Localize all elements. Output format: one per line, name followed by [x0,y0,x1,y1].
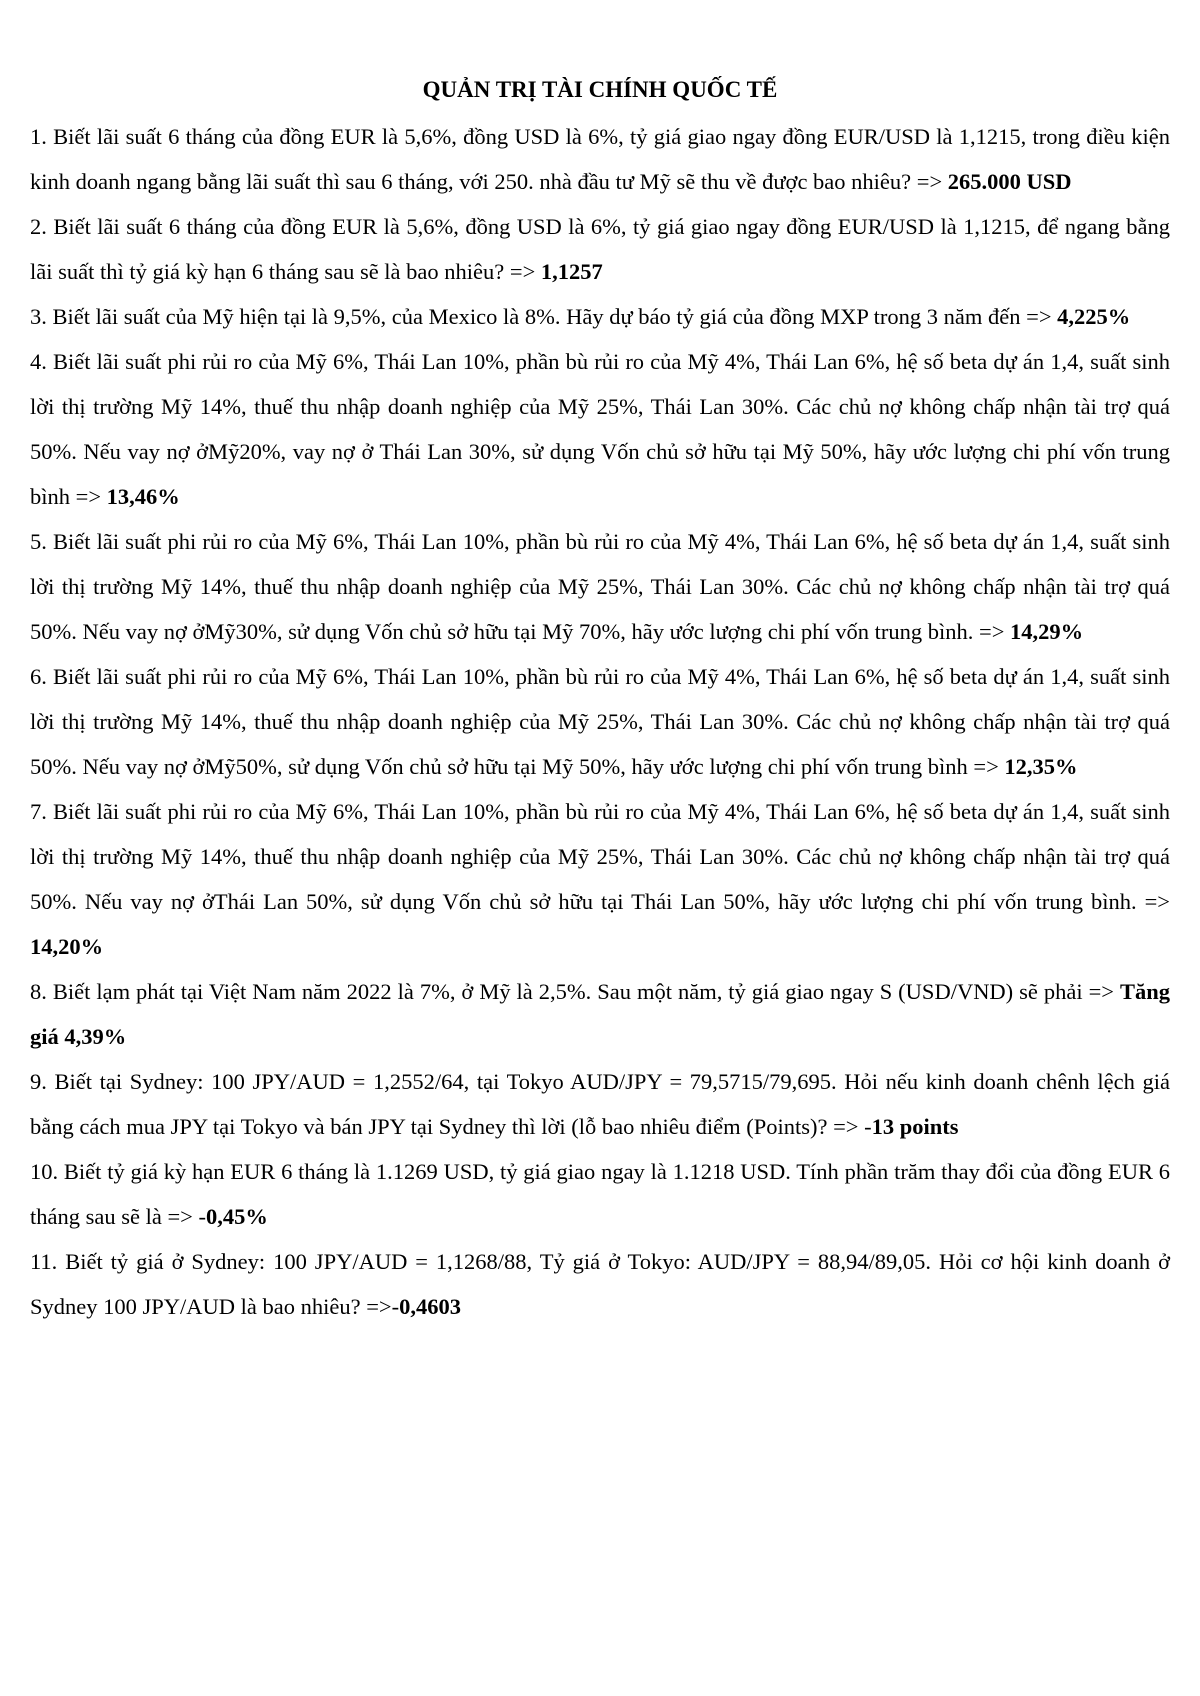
question-answer: 13,46% [106,484,180,509]
question-6 [30,654,1170,789]
document-title: QUẢN TRỊ TÀI CHÍNH QUỐC TẾ [422,77,778,102]
question-11 [30,1239,1170,1329]
question-9 [30,1059,1170,1149]
question-text: 8. Biết lạm phát tại Việt Nam năm 2022 là 7%, ở Mỹ là 2,5%. Sau một năm, tỷ giá giao ngay S (USD/VND) sẽ phải => [30,979,1120,1004]
question-10 [30,1149,1170,1239]
question-text: 1. Biết lãi suất 6 tháng của đồng EUR là 5,6%, đồng USD là 6%, tỷ giá giao ngay đồng EUR/USD là 1,1215, trong điều kiện kinh doanh ngang bằng lãi suất thì sau 6 tháng, với 250. nhà đầu tư Mỹ sẽ thu về được bao nhiêu? => [30,124,1170,194]
question-text: 5. Biết lãi suất phi rủi ro của Mỹ 6%, Thái Lan 10%, phần bù rủi ro của Mỹ 4%, Thái Lan 6%, hệ số beta dự án 1,4, suất sinh lời thị trường Mỹ 14%, thuế thu nhập doanh nghiệp của Mỹ 25%, Thái Lan 30%. Các chủ nợ không chấp nhận tài trợ quá 50%. Nếu vay nợ ởMỹ30%, sử dụng Vốn chủ sở hữu tại Mỹ 70%, hãy ước lượng chi phí vốn trung bình. => [30,529,1170,644]
question-answer: 265.000 USD [947,169,1072,194]
question-text: 3. Biết lãi suất của Mỹ hiện tại là 9,5%, của Mexico là 8%. Hãy dự báo tỷ giá của đồng MXP trong 3 năm đến => [30,304,1058,329]
question-answer: 12,35% [1004,754,1078,779]
question-2 [30,204,1170,294]
question-1 [30,114,1170,204]
question-8 [30,969,1170,1059]
question-text: 10. Biết tỷ giá kỳ hạn EUR 6 tháng là 1.1269 USD, tỷ giá giao ngay là 1.1218 USD. Tính phần trăm thay đổi của đồng EUR 6 tháng sau sẽ là => - [30,1159,1170,1229]
question-answer: 4,225% [1057,304,1131,329]
question-7 [30,789,1170,969]
question-3 [30,294,1170,339]
question-text: 9. Biết tại Sydney: 100 JPY/AUD = 1,2552/64, tại Tokyo AUD/JPY = 79,5715/79,695. Hỏi nếu kinh doanh chênh lệch giá bằng cách mua JPY tại Tokyo và bán JPY tại Sydney thì lời (lỗ bao nhiêu điểm (Points)? => - [30,1069,1170,1139]
question-text: 2. Biết lãi suất 6 tháng của đồng EUR là 5,6%, đồng USD là 6%, tỷ giá giao ngay đồng EUR/USD là 1,1215, để ngang bằng lãi suất thì tỷ giá kỳ hạn 6 tháng sau sẽ là bao nhiêu? => [30,214,1170,284]
question-answer: 13 points [871,1114,959,1139]
question-4 [30,339,1170,519]
question-answer: 14,29% [1010,619,1084,644]
document-page [30,62,1170,1329]
question-text: 6. Biết lãi suất phi rủi ro của Mỹ 6%, Thái Lan 10%, phần bù rủi ro của Mỹ 4%, Thái Lan 6%, hệ số beta dự án 1,4, suất sinh lời thị trường Mỹ 14%, thuế thu nhập doanh nghiệp của Mỹ 25%, Thái Lan 30%. Các chủ nợ không chấp nhận tài trợ quá 50%. Nếu vay nợ ởMỹ50%, sử dụng Vốn chủ sở hữu tại Mỹ 50%, hãy ước lượng chi phí vốn trung bình => [30,664,1170,779]
question-5 [30,519,1170,654]
question-answer: 14,20% [30,934,104,959]
question-text: 7. Biết lãi suất phi rủi ro của Mỹ 6%, Thái Lan 10%, phần bù rủi ro của Mỹ 4%, Thái Lan 6%, hệ số beta dự án 1,4, suất sinh lời thị trường Mỹ 14%, thuế thu nhập doanh nghiệp của Mỹ 25%, Thái Lan 30%. Các chủ nợ không chấp nhận tài trợ quá 50%. Nếu vay nợ ởThái Lan 50%, sử dụng Vốn chủ sở hữu tại Thái Lan 50%, hãy ước lượng chi phí vốn trung bình. => [30,799,1170,914]
question-answer: 1,1257 [540,259,603,284]
question-text: 4. Biết lãi suất phi rủi ro của Mỹ 6%, Thái Lan 10%, phần bù rủi ro của Mỹ 4%, Thái Lan 6%, hệ số beta dự án 1,4, suất sinh lời thị trường Mỹ 14%, thuế thu nhập doanh nghiệp của Mỹ 25%, Thái Lan 30%. Các chủ nợ không chấp nhận tài trợ quá 50%. Nếu vay nợ ởMỹ20%, vay nợ ở Thái Lan 30%, sử dụng Vốn chủ sở hữu tại Mỹ 50%, hãy ước lượng chi phí vốn trung bình => [30,349,1170,509]
question-text: 11. Biết tỷ giá ở Sydney: 100 JPY/AUD = 1,1268/88, Tỷ giá ở Tokyo: AUD/JPY = 88,94/89,05. Hỏi cơ hội kinh doanh ở Sydney 100 JPY/AUD là bao nhiêu? =>- [30,1249,1170,1319]
question-answer: 0,4603 [399,1294,461,1319]
question-answer: 0,45% [205,1204,268,1229]
question-answer: Tăng giá 4,39% [30,979,1170,1049]
